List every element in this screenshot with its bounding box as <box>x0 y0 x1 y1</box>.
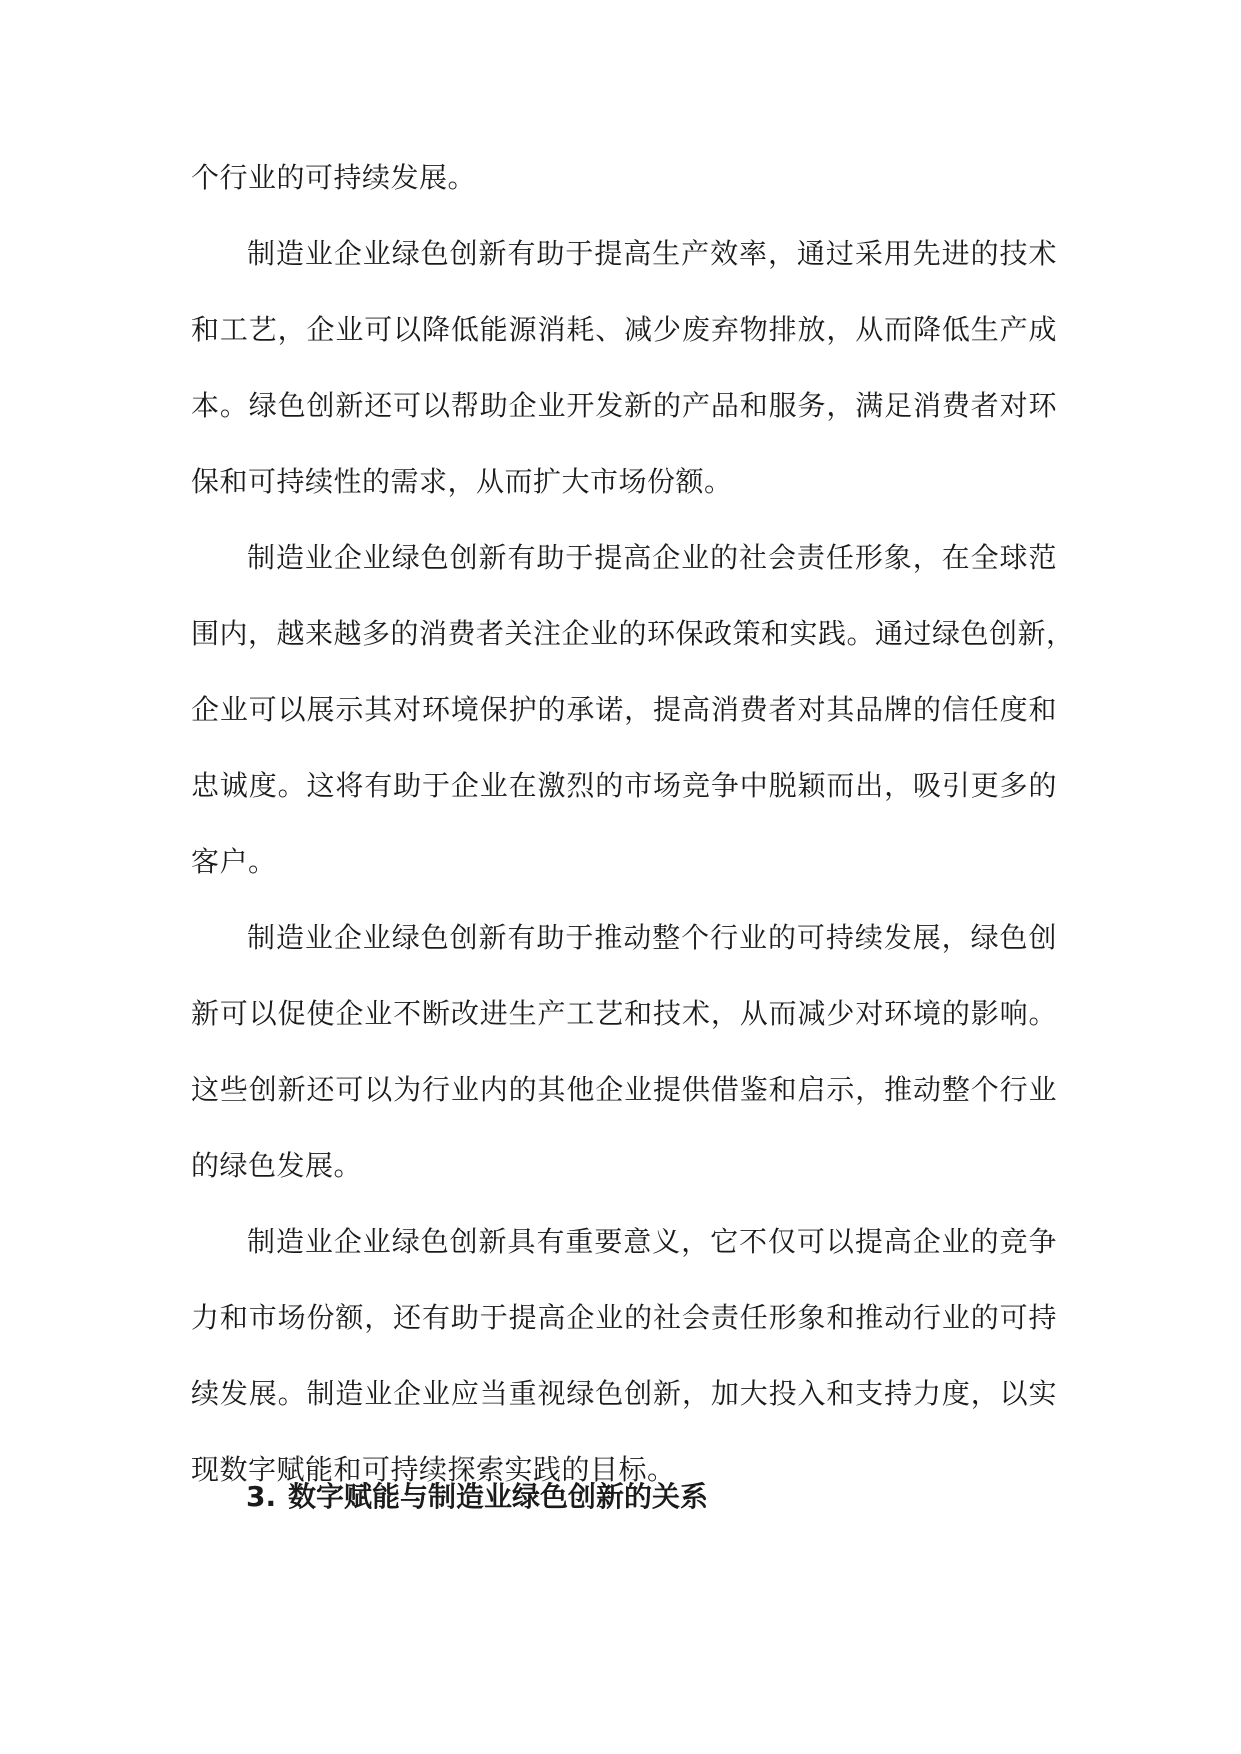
text-line: 本。绿色创新还可以帮助企业开发新的产品和服务，满足消费者对环 <box>191 389 1057 422</box>
text-line: 制造业企业绿色创新有助于提高生产效率，通过采用先进的技术 <box>247 237 1057 270</box>
text-line: 现数字赋能和可持续探索实践的目标。 <box>191 1453 676 1486</box>
section-number: 3. <box>246 1480 277 1513</box>
text-line: 力和市场份额，还有助于提高企业的社会责任形象和推动行业的可持 <box>191 1301 1057 1334</box>
text-line: 制造业企业绿色创新有助于推动整个行业的可持续发展，绿色创 <box>247 921 1057 954</box>
section-title: 数字赋能与制造业绿色创新的关系 <box>288 1480 709 1513</box>
paragraph <box>191 520 1075 900</box>
text-line: 客户。 <box>191 845 277 878</box>
text-line: 个行业的可持续发展。 <box>191 161 477 194</box>
text-line: 制造业企业绿色创新具有重要意义，它不仅可以提高企业的竞争 <box>247 1225 1057 1258</box>
text-line: 这些创新还可以为行业内的其他企业提供借鉴和启示，推动整个行业 <box>191 1073 1057 1106</box>
text-line: 续发展。制造业企业应当重视绿色创新，加大投入和支持力度，以实 <box>191 1377 1057 1410</box>
text-line: 企业可以展示其对环境保护的承诺，提高消费者对其品牌的信任度和 <box>191 693 1057 726</box>
paragraph <box>191 140 1057 216</box>
text-line: 的绿色发展。 <box>191 1149 363 1182</box>
section-heading <box>246 1477 708 1517</box>
text-line: 和工艺，企业可以降低能源消耗、减少废弃物排放，从而降低生产成 <box>191 313 1057 346</box>
text-line: 保和可持续性的需求，从而扩大市场份额。 <box>191 465 733 498</box>
text-line: 新可以促使企业不断改进生产工艺和技术，从而减少对环境的影响。 <box>191 997 1057 1030</box>
paragraph <box>191 216 1057 520</box>
paragraph <box>191 1204 1057 1508</box>
text-line: 围内，越来越多的消费者关注企业的环保政策和实践。通过绿色创新， <box>191 617 1075 650</box>
document-body <box>191 140 1075 1508</box>
text-line: 制造业企业绿色创新有助于提高企业的社会责任形象，在全球范 <box>247 541 1057 574</box>
paragraph <box>191 900 1057 1204</box>
text-line: 忠诚度。这将有助于企业在激烈的市场竞争中脱颖而出，吸引更多的 <box>191 769 1057 802</box>
